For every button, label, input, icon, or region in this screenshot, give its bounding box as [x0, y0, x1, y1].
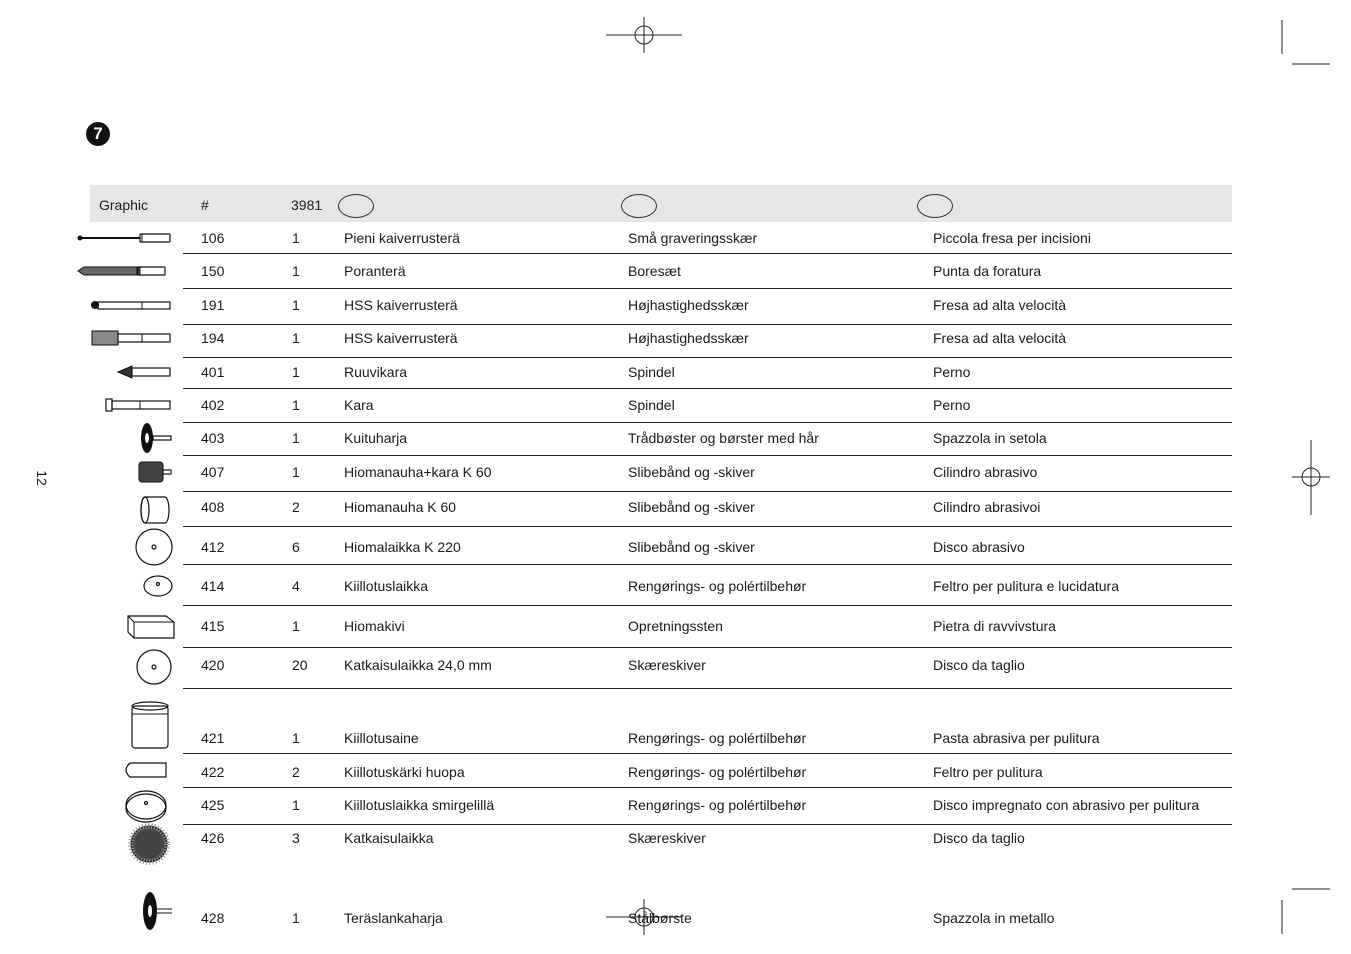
quantity: 1 — [292, 330, 300, 346]
name-finnish: Kiillotuslaikka smirgelillä — [344, 797, 495, 813]
row-divider — [183, 647, 1232, 648]
quantity: 2 — [292, 764, 300, 780]
part-number: 408 — [201, 499, 225, 515]
page-number: 12 — [33, 470, 50, 486]
name-finnish: Kiillotuslaikka — [344, 578, 429, 594]
name-italian: Spazzola in metallo — [933, 910, 1055, 926]
row-divider — [183, 526, 1232, 527]
cutoff-wheel-icon — [137, 650, 171, 684]
part-number: 414 — [201, 578, 225, 594]
name-italian: Perno — [933, 364, 971, 380]
felt-wheel-icon — [144, 576, 172, 596]
part-number: 425 — [201, 797, 225, 813]
part-number: 422 — [201, 764, 225, 780]
quantity: 1 — [292, 797, 300, 813]
header-number: # — [201, 197, 209, 213]
name-danish: Spindel — [628, 364, 675, 380]
sanding-drum-icon — [139, 462, 171, 482]
row-divider — [183, 324, 1232, 325]
name-danish: Rengørings- og polértilbehør — [628, 578, 807, 594]
name-italian: Feltro per pulitura e lucidatura — [933, 578, 1119, 594]
name-italian: Punta da foratura — [933, 263, 1042, 279]
quantity: 3 — [292, 830, 300, 846]
name-danish: Boresæt — [628, 263, 681, 279]
part-number: 420 — [201, 657, 225, 673]
name-italian: Spazzola in setola — [933, 430, 1047, 446]
name-finnish: Hiomakivi — [344, 618, 405, 634]
name-finnish: Kiillotusaine — [344, 730, 419, 746]
sanding-band-icon — [141, 497, 169, 523]
row-divider — [183, 253, 1232, 254]
name-danish: Rengørings- og polértilbehør — [628, 730, 807, 746]
name-danish: Slibebånd og -skiver — [628, 464, 755, 480]
quantity: 1 — [292, 464, 300, 480]
name-finnish: Katkaisulaikka 24,0 mm — [344, 657, 492, 673]
name-finnish: Hiomalaikka K 220 — [344, 539, 461, 555]
quantity: 1 — [292, 730, 300, 746]
row-divider — [183, 605, 1232, 606]
name-italian: Disco impregnato con abrasivo per pulitura — [933, 797, 1200, 813]
quantity: 1 — [292, 397, 300, 413]
engraving-cutter-icon — [78, 234, 171, 242]
row-divider — [183, 422, 1232, 423]
row-divider — [183, 357, 1232, 358]
part-number: 401 — [201, 364, 225, 380]
name-danish: Små graveringsskær — [628, 230, 758, 246]
name-danish: Skæreskiver — [628, 657, 706, 673]
name-danish: Skæreskiver — [628, 830, 706, 846]
row-divider — [183, 753, 1232, 754]
name-danish: Højhastighedsskær — [628, 330, 749, 346]
name-finnish: Kiillotuskärki huopa — [344, 764, 465, 780]
part-number: 428 — [201, 910, 225, 926]
grinding-disc-icon — [136, 529, 172, 565]
name-italian: Cilindro abrasivo — [933, 464, 1038, 480]
part-number: 194 — [201, 330, 225, 346]
quantity: 1 — [292, 910, 300, 926]
quantity: 2 — [292, 499, 300, 515]
mandrel-icon — [106, 399, 170, 411]
name-italian: Pietra di ravvivstura — [933, 618, 1056, 634]
name-finnish: HSS kaiverrusterä — [344, 297, 458, 313]
language-oval-da — [621, 194, 657, 218]
quantity: 1 — [292, 364, 300, 380]
name-italian: Pasta abrasiva per pulitura — [933, 730, 1100, 746]
language-oval-fi — [338, 194, 374, 218]
table-header — [90, 185, 1232, 222]
name-danish: Stålbørste — [628, 910, 692, 926]
quantity: 1 — [292, 430, 300, 446]
name-finnish: Ruuvikara — [344, 364, 408, 380]
row-divider — [183, 455, 1232, 456]
name-italian: Disco da taglio — [933, 830, 1025, 846]
part-number: 403 — [201, 430, 225, 446]
name-italian: Fresa ad alta velocità — [933, 297, 1067, 313]
row-divider — [183, 824, 1232, 825]
name-danish: Rengørings- og polértilbehør — [628, 797, 807, 813]
quantity: 20 — [292, 657, 308, 673]
name-italian: Disco da taglio — [933, 657, 1025, 673]
name-italian: Piccola fresa per incisioni — [933, 230, 1091, 246]
name-finnish: Poranterä — [344, 263, 406, 279]
wire-brush-icon — [143, 892, 172, 930]
quantity: 1 — [292, 297, 300, 313]
felt-tip-icon — [126, 763, 166, 777]
header-graphic: Graphic — [99, 197, 149, 213]
name-danish: Spindel — [628, 397, 675, 413]
name-danish: Opretningssten — [628, 618, 723, 634]
name-italian: Perno — [933, 397, 971, 413]
screw-mandrel-icon — [118, 366, 170, 378]
name-danish: Højhastighedsskær — [628, 297, 749, 313]
sharpening-stone-icon — [128, 616, 174, 638]
part-number: 150 — [201, 263, 225, 279]
part-number: 426 — [201, 830, 225, 846]
quantity: 6 — [292, 539, 300, 555]
name-finnish: Katkaisulaikka — [344, 830, 434, 846]
quantity: 4 — [292, 578, 300, 594]
hss-cutter-icon — [91, 301, 170, 309]
row-divider — [183, 787, 1232, 788]
part-number: 191 — [201, 297, 225, 313]
name-finnish: Pieni kaiverrusterä — [344, 230, 460, 246]
row-divider — [183, 491, 1232, 492]
part-number: 106 — [201, 230, 225, 246]
row-divider — [183, 688, 1232, 689]
name-finnish: Teräslankaharja — [344, 910, 443, 926]
name-finnish: Hiomanauha+kara K 60 — [344, 464, 492, 480]
header-model: 3981 — [291, 197, 323, 213]
name-finnish: Hiomanauha K 60 — [344, 499, 457, 515]
emery-wheel-icon — [126, 791, 166, 822]
quantity: 1 — [292, 618, 300, 634]
part-number: 415 — [201, 618, 225, 634]
bristle-brush-icon — [141, 423, 171, 453]
name-italian: Disco abrasivo — [933, 539, 1025, 555]
name-danish: Trådbøster og børster med hår — [628, 430, 819, 446]
hss-cutter-icon — [92, 331, 170, 345]
drill-bit-icon — [78, 267, 165, 275]
part-number: 402 — [201, 397, 225, 413]
mesh-cutoff-wheel-icon — [131, 826, 167, 862]
name-italian: Cilindro abrasivoi — [933, 499, 1041, 515]
quantity: 1 — [292, 230, 300, 246]
part-number: 407 — [201, 464, 225, 480]
part-number: 412 — [201, 539, 225, 555]
row-divider — [183, 288, 1232, 289]
row-divider — [183, 388, 1232, 389]
polishing-compound-icon — [132, 702, 168, 748]
row-divider — [183, 564, 1232, 565]
name-danish: Rengørings- og polértilbehør — [628, 764, 807, 780]
step-badge: 7 — [86, 122, 110, 146]
name-finnish: HSS kaiverrusterä — [344, 330, 458, 346]
part-number: 421 — [201, 730, 225, 746]
name-danish: Slibebånd og -skiver — [628, 539, 755, 555]
name-italian: Feltro per pulitura — [933, 764, 1043, 780]
language-oval-it — [917, 194, 953, 218]
graphic-column — [0, 0, 200, 954]
name-danish: Slibebånd og -skiver — [628, 499, 755, 515]
quantity: 1 — [292, 263, 300, 279]
name-italian: Fresa ad alta velocità — [933, 330, 1067, 346]
name-finnish: Kara — [344, 397, 374, 413]
name-finnish: Kuituharja — [344, 430, 408, 446]
